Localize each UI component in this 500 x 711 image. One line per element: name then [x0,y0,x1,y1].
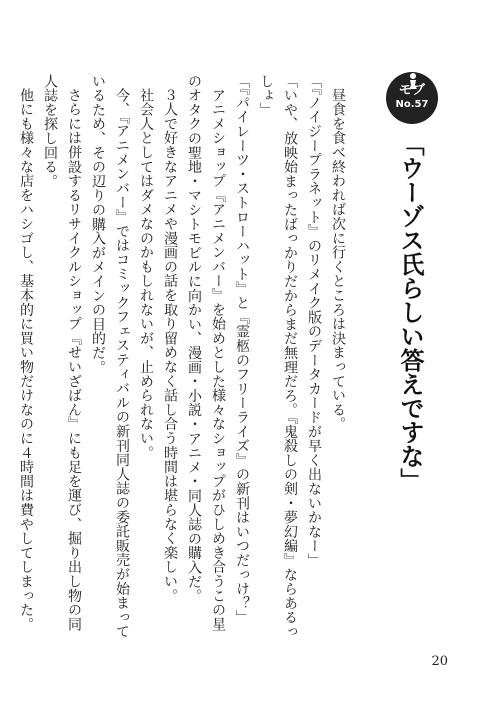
paragraph: さらには併設するリサイクルショップ『せいざばん』にも足を運び、掘り出し物の同人誌を探し回る。 [42,74,82,632]
mob-number: No.57 [395,99,429,110]
paragraph: 今、『アニメンバー』ではコミックフェスティバルの新刊同人誌の委託販売が始まっているため、その辺りの購入がメインの目的だ。 [90,74,130,639]
page-number: 20 [431,654,448,669]
paragraph: 「いや、放映始まったばっかりだからまだ無理だろ。『鬼殺しの剣・夢幻編』ならあるっしょ」 [258,74,298,639]
paragraph: ３人で好きなアニメや漫画の話を取り留めなく話し合う時間は堪らなく楽しい。 [162,88,178,603]
paragraph: 社会人としてはダメなのかもしれないが、止められない。 [138,88,154,460]
paragraph: 他にも様々な店をハシゴし、基本的に買い物だけなのに４時間は費やしてしまった。 [18,88,34,632]
paragraph: 昼食を食べ終われば次に行くところは決まっている。 [330,88,346,432]
chapter-header [370,54,454,492]
chapter-title: 「ウーゾス氏らしい答えですな」 [396,132,424,492]
paragraph: アニメショップ『アニメンバー』を始めとした様々なショップがひしめき合うこの星のオタクの聖地・マシトモビルに向かい、漫画・小説・アニメ・同人誌の購入だ。 [186,74,226,632]
paragraph: 「『パイレーツ・ストローハット』と『霊柩のフリーライズ』の新刊はいつだっけ？」 [234,74,250,625]
mob-badge [386,72,438,124]
body-text [10,74,350,644]
paragraph: 「『ノイジープラネット』のリメイク版のデータカードが早く出ないかなー」 [306,74,322,568]
mob-label: モブ [398,83,425,98]
